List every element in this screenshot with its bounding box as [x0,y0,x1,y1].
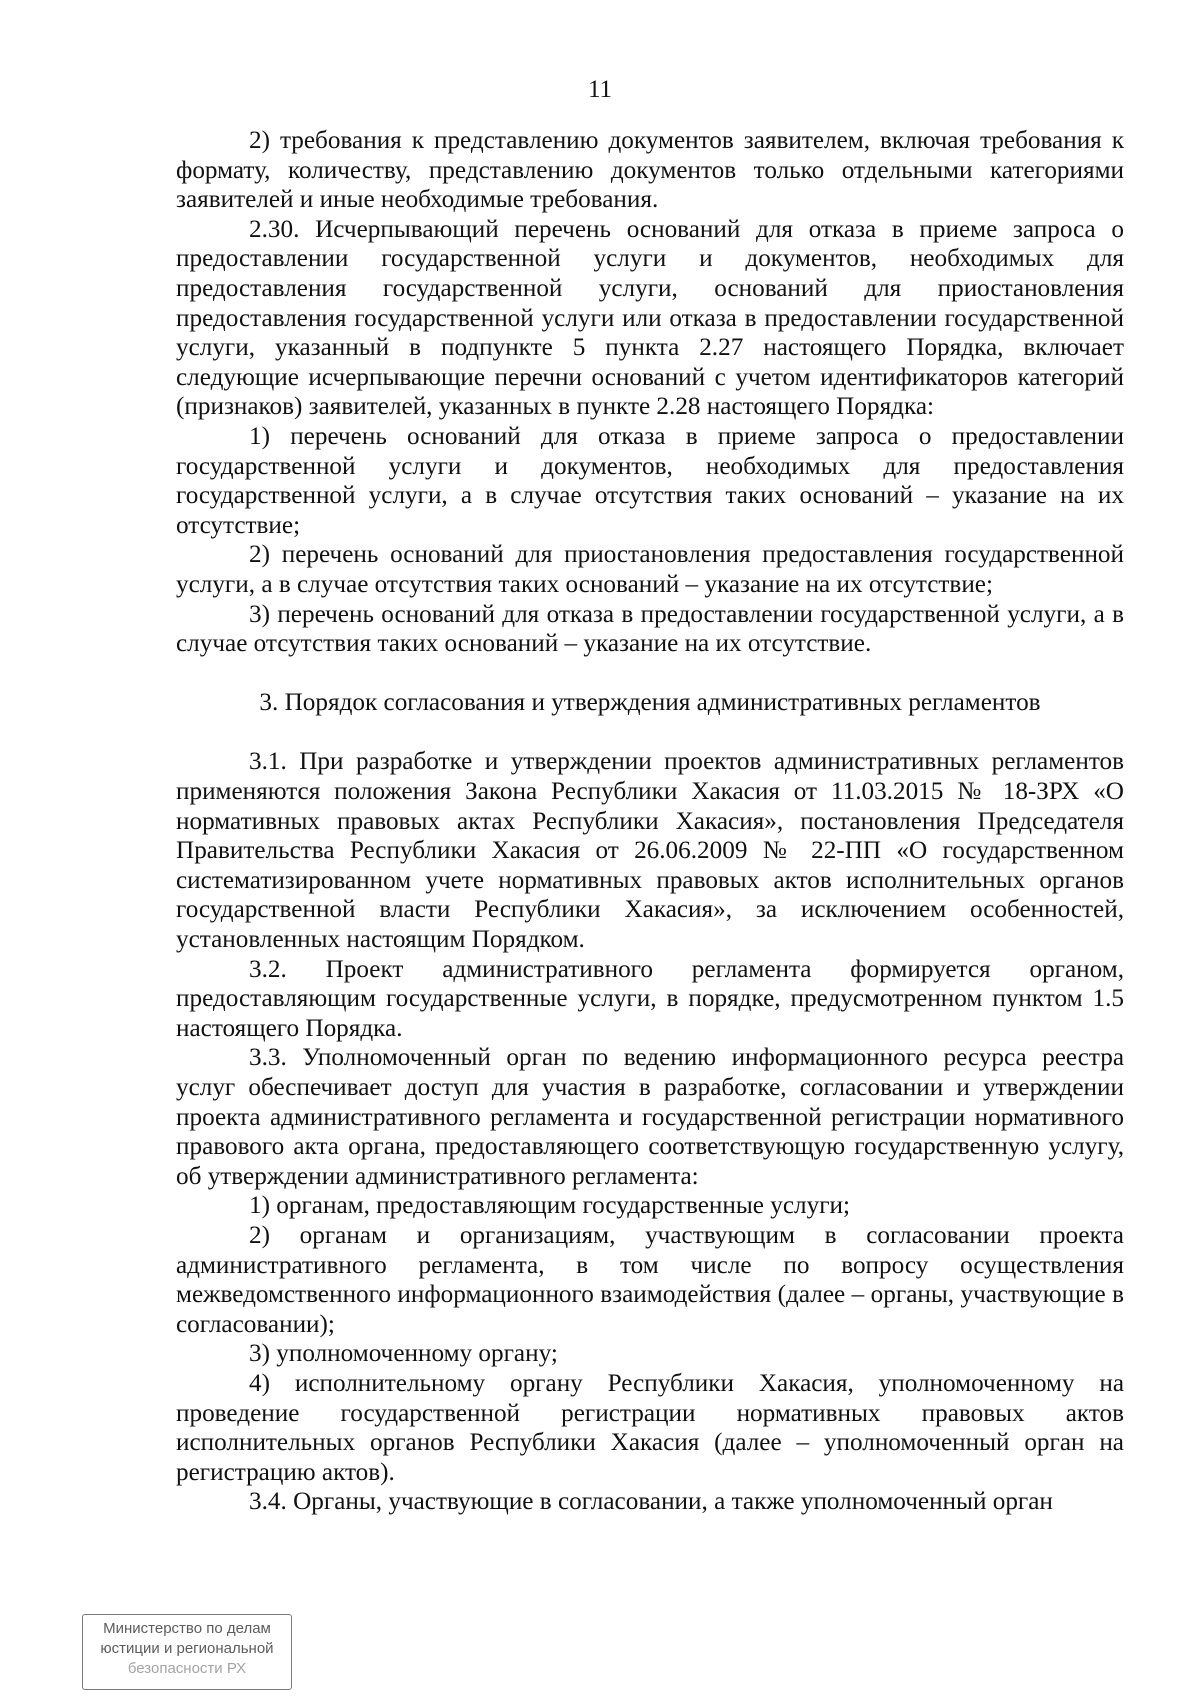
paragraph-3-2: 3.2. Проект административного регламента формируется органом, предоставляющим государственные услуги, в порядке, предусмотренном пунктом 1.5 настоящего Порядка. [176,955,1124,1042]
paragraph-3-3-item-4: 4) исполнительному органу Республики Хакасия, уполномоченному на проведение государственной регистрации нормативных правовых актов исполнительных органов Республики Хакасия (далее – уполномоченный орган на регистрацию актов). [176,1369,1124,1486]
document-body [176,126,1124,1517]
stamp-line-2: юстиции и региональной [100,1640,274,1657]
paragraph-3-1: 3.1. При разработке и утверждении проектов административных регламентов применяются положения Закона Республики Хакасия от 11.03.2015 № 18-ЗРХ «О нормативных правовых актах Республики Хакасия», постановления Председателя Правительства Республики Хакасия от 26.06.2009 № 22-ПП «О государственном систематизированном учете нормативных правовых актов исполнительных органов государственной власти Республики Хакасия», за исключением особенностей, установленных настоящим Порядком. [176,748,1124,954]
paragraph-2-30: 2.30. Исчерпывающий перечень оснований для отказа в приеме запроса о предоставлении государственной услуги и документов, необходимых для предоставления государственной услуги, оснований для приостановления предоставления государственной услуги или отказа в предоставлении государственной услуги, указанный в подпункте 5 пункта 2.27 настоящего Порядка, включает следующие исчерпывающие перечни оснований с учетом идентификаторов категорий (признаков) заявителей, указанных в пункте 2.28 настоящего Порядка: [176,215,1124,421]
page-number: 11 [587,76,613,103]
paragraph-3-3-item-3: 3) уполномоченному органу; [249,1340,558,1368]
paragraph-3-4: 3.4. Органы, участвующие в согласовании, а также уполномоченный орган [249,1488,1053,1516]
paragraph-list-item-2: 2) перечень оснований для приостановления предоставления государственной услуги, а в случае отсутствия таких оснований – указание на их отсутствие; [176,541,1124,598]
paragraph-list-item-1: 1) перечень оснований для отказа в приеме запроса о предоставлении государственной услуги и документов, необходимых для предоставления государственной услуги, а в случае отсутствия таких оснований – указание на их отсутствие; [176,422,1124,539]
paragraph-item-2: 2) требования к представлению документов заявителем, включая требования к формату, количеству, представлению документов только отдельными категориями заявителей и иные необходимые требования. [176,127,1124,214]
paragraph-list-item-3: 3) перечень оснований для отказа в предоставлении государственной услуги, а в случае отсутствия таких оснований – указание на их отсутствие. [176,600,1124,658]
stamp-line-1: Министерство по делам [103,1620,271,1637]
paragraph-3-3-item-2: 2) органам и организациям, участвующим в согласовании проекта административного регламента, в том числе по вопросу осуществления межведомственного информационного взаимодействия (далее – органы, участвующие в согласовании); [176,1221,1124,1338]
ministry-stamp [82,1614,292,1690]
paragraph-3-3: 3.3. Уполномоченный орган по ведению информационного ресурса реестра услуг обеспечивает доступ для участия в разработке, согласовании и утверждении проекта административного регламента и государственной регистрации нормативного правового акта органа, предоставляющего соответствующую государственную услугу, об утверждении административного регламента: [176,1044,1124,1190]
section-heading: 3. Порядок согласования и утверждения административных регламентов [259,689,1041,717]
stamp-line-3: безопасности РХ [127,1660,247,1677]
paragraph-3-3-item-1: 1) органам, предоставляющим государственные услуги; [249,1192,851,1220]
